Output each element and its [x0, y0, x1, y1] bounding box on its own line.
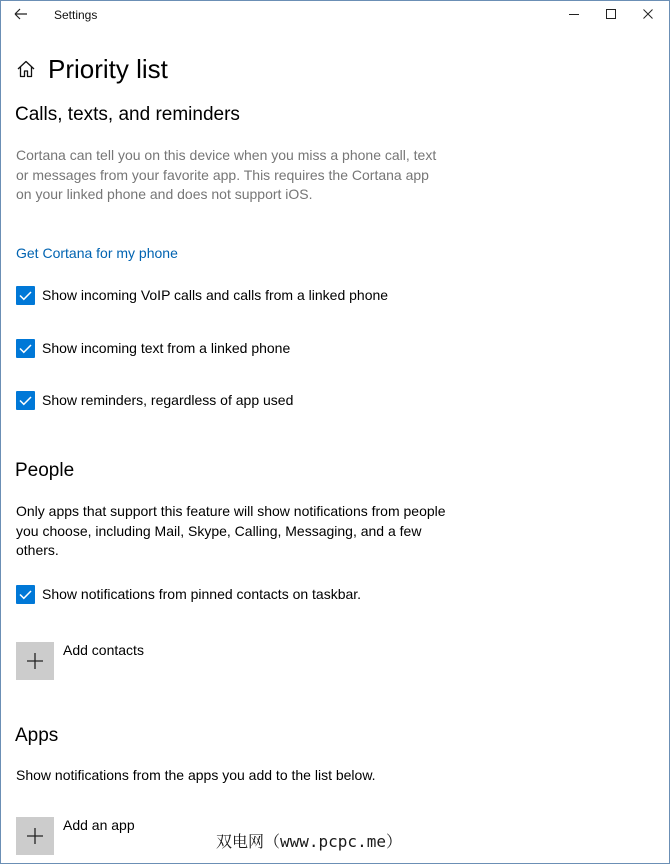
minimize-icon — [563, 4, 585, 24]
checkbox-checked[interactable] — [16, 286, 35, 305]
close-button[interactable] — [637, 4, 659, 24]
plus-icon — [16, 817, 54, 855]
checkmark-icon — [16, 391, 35, 410]
minimize-button[interactable] — [563, 4, 585, 24]
home-icon — [16, 59, 36, 79]
add-contacts-label: Add contacts — [63, 642, 144, 658]
close-icon — [637, 4, 659, 24]
add-contacts-tile[interactable] — [16, 642, 54, 680]
apps-section-heading: Apps — [15, 725, 59, 746]
checkmark-icon — [16, 585, 35, 604]
back-button[interactable] — [10, 4, 32, 24]
title-bar — [0, 0, 670, 30]
checkmark-icon — [16, 339, 35, 358]
apps-description: Show notifications from the apps you add to the list below. — [16, 767, 376, 783]
people-description: Only apps that support this feature will show notifications from people you choose, including Mail, Skype, Calling, Messaging, and a few others. — [16, 503, 446, 558]
checkbox-label: Show incoming text from a linked phone — [42, 340, 291, 356]
get-cortana-link[interactable]: Get Cortana for my phone — [16, 245, 178, 261]
add-app-label: Add an app — [63, 817, 135, 833]
checkbox-label: Show reminders, regardless of app used — [42, 392, 294, 408]
maximize-button[interactable] — [600, 4, 622, 24]
checkbox-checked[interactable] — [16, 585, 35, 604]
people-section-heading: People — [15, 460, 75, 481]
checkbox-label: Show notifications from pinned contacts on taskbar. — [42, 586, 362, 602]
watermark-text: 双电网（www.pcpc.me） — [216, 832, 402, 851]
plus-icon — [16, 642, 54, 680]
calls-section-heading: Calls, texts, and reminders — [15, 104, 240, 125]
add-app-tile[interactable] — [16, 817, 54, 855]
back-arrow-icon — [10, 4, 32, 24]
checkmark-icon — [16, 286, 35, 305]
checkbox-checked[interactable] — [16, 339, 35, 358]
calls-description: Cortana can tell you on this device when you miss a phone call, text or messages from your favorite app. This requires the Cortana app on your linked phone and does not support iOS. — [16, 147, 437, 202]
maximize-icon — [600, 4, 622, 24]
checkbox-label: Show incoming VoIP calls and calls from a linked phone — [42, 287, 389, 303]
checkbox-checked[interactable] — [16, 391, 35, 410]
window-title: Settings — [54, 8, 98, 22]
page-title: Priority list — [48, 54, 168, 84]
